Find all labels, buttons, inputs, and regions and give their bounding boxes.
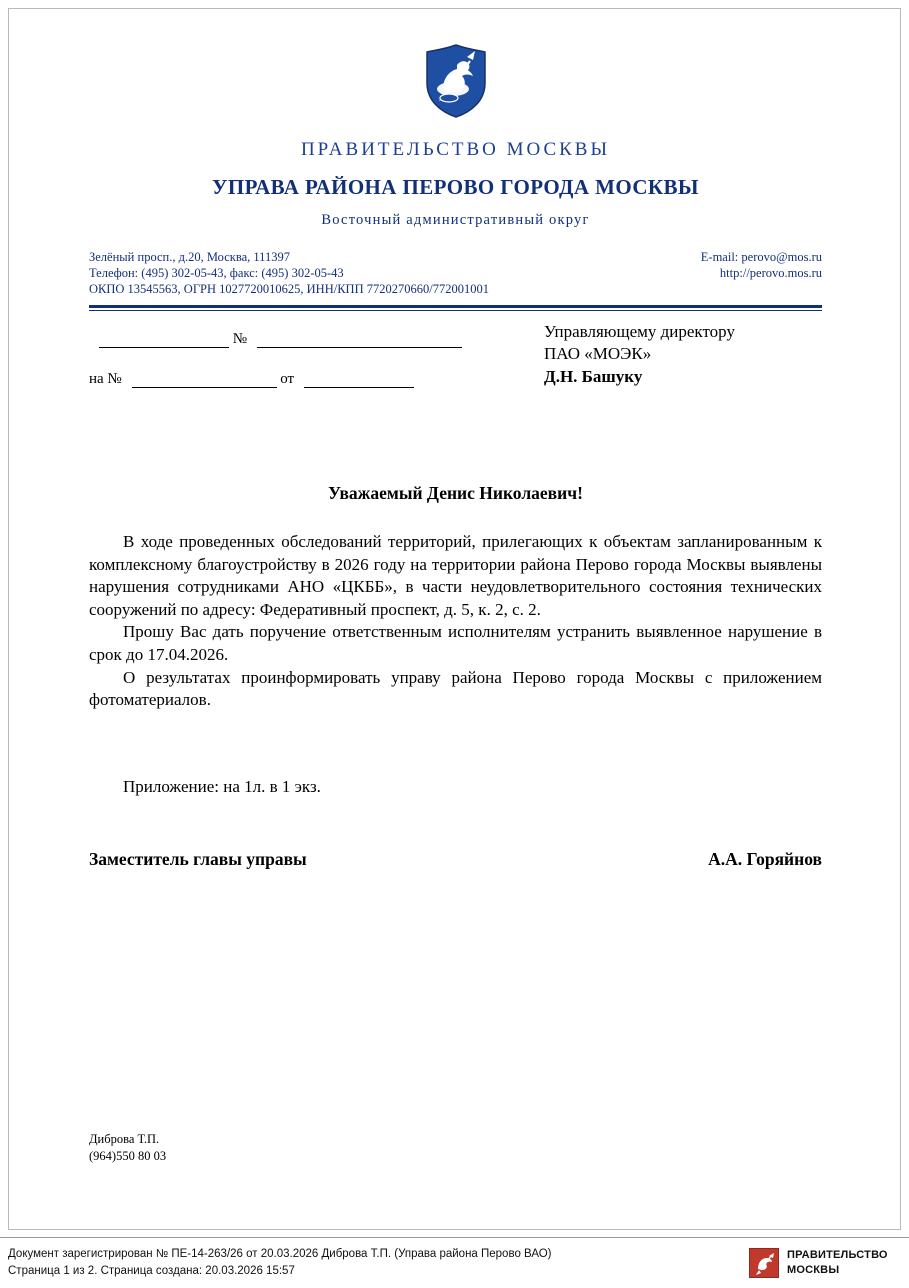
- executor-name: Диброва Т.П.: [89, 1132, 160, 1146]
- government-title: ПРАВИТЕЛЬСТВО МОСКВЫ: [300, 139, 611, 160]
- registration-footer: [0, 1237, 909, 1288]
- attachment-note: Приложение: на 1л. в 1 экз.: [123, 777, 321, 796]
- addressee-block: [544, 321, 834, 388]
- outgoing-number-blank-right[interactable]: [257, 332, 462, 348]
- registry-line: ОКПО 13545563, ОГРН 1027720010625, ИНН/КПП 7720270660/772001001: [89, 282, 489, 296]
- paragraph-3: О результатах проинформировать управу района Перово города Москвы с приложением фотоматериалов.: [89, 667, 822, 710]
- organization-title: УПРАВА РАЙОНА ПЕРОВО ГОРОДА МОСКВЫ: [212, 175, 699, 199]
- logo-line-2: МОСКВЫ: [787, 1264, 840, 1277]
- contacts-left: [89, 249, 489, 297]
- moscow-logo-mark-icon: [749, 1248, 779, 1278]
- addressee-name: Д.Н. Башуку: [544, 366, 643, 386]
- outgoing-number-blank-left[interactable]: [99, 332, 229, 348]
- signature-block: [89, 849, 822, 870]
- signer-position: Заместитель главы управы: [89, 849, 307, 869]
- executor-phone: (964)550 80 03: [89, 1148, 167, 1163]
- executor-block: [89, 1131, 166, 1165]
- moscow-government-logo: [749, 1248, 899, 1280]
- incoming-date-blank[interactable]: [304, 372, 414, 388]
- document-sheet: [8, 8, 901, 1230]
- header-rule-thin: [89, 310, 822, 311]
- reference-row-number: [89, 331, 479, 371]
- incoming-number-label: на №: [89, 371, 122, 387]
- signer-name: А.А. Горяйнов: [708, 849, 822, 869]
- logo-line-1: ПРАВИТЕЛЬСТВО: [787, 1249, 888, 1261]
- date-label: от: [280, 371, 295, 387]
- number-label: №: [232, 331, 248, 347]
- page-info-line: Страница 1 из 2. Страница создана: 20.03.2026 15:57: [8, 1265, 295, 1278]
- incoming-number-blank[interactable]: [132, 372, 277, 388]
- reference-row-incoming: [89, 371, 479, 411]
- contacts-right: [701, 249, 822, 281]
- paragraph-1: В ходе проведенных обследований территорий, прилегающих к объектам запланированным к комплексному благоустройству в 2026 году на территории района Перово города Москвы выявлены нарушения сотрудниками АНО «ЦКББ», в части неудовлетворительного состояния технических сооружений по адресу: Федеративный проспект, д. 5, к. 2, с. 2.: [89, 532, 822, 619]
- body-text: [89, 531, 822, 712]
- address-line: Зелёный просп., д.20, Москва, 111397: [89, 250, 290, 264]
- registration-line: Документ зарегистрирован № ПЕ-14-263/26 от 20.03.2026 Диброва Т.П. (Управа района Перово ВАО): [8, 1248, 552, 1260]
- website-line[interactable]: http://perovo.mos.ru: [719, 266, 822, 280]
- moscow-logo-text: [787, 1248, 888, 1278]
- footer-text: [8, 1246, 552, 1281]
- email-line: E-mail: perovo@mos.ru: [700, 250, 822, 264]
- district-subtitle: Восточный административный округ: [321, 212, 590, 228]
- phone-line: Телефон: (495) 302-05-43, факс: (495) 302-05-43: [89, 266, 344, 280]
- salutation: Уважаемый Денис Николаевич!: [328, 483, 583, 503]
- paragraph-2: Прошу Вас дать поручение ответственным исполнителям устранить выявленное нарушение в срок до 17.04.2026.: [89, 622, 822, 665]
- header-rule-thick: [89, 305, 822, 308]
- reference-block: [89, 331, 479, 411]
- addressee-company: ПАО «МОЭК»: [544, 344, 652, 364]
- moscow-coat-of-arms-icon: [423, 43, 489, 119]
- addressee-position: Управляющему директору: [544, 322, 735, 341]
